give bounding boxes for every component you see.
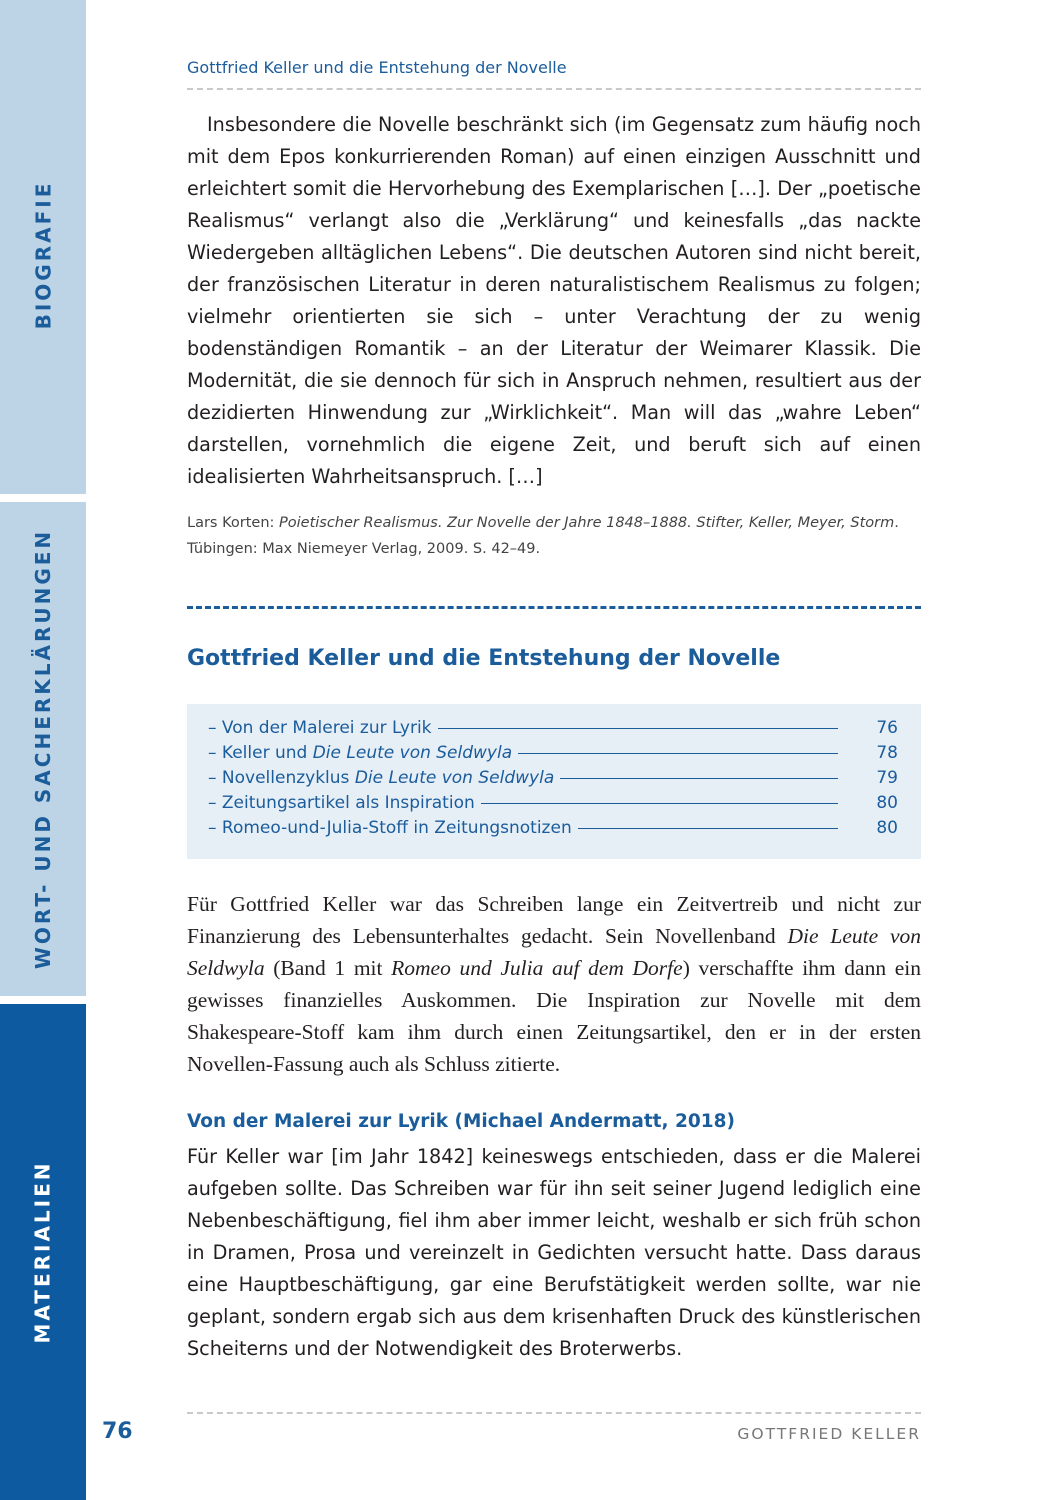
footer-divider [187, 1412, 921, 1414]
side-navigation [0, 0, 86, 1500]
intro-title-1: Die Leute von Seldwyla [187, 924, 921, 980]
page-number: 76 [102, 1419, 133, 1444]
toc-leader [518, 753, 838, 754]
table-of-contents [187, 704, 921, 859]
toc-item-italic: Die Leute von Seldwyla [354, 768, 555, 788]
tab-biografie-label: BIOGRAFIE [31, 180, 55, 330]
toc-item[interactable] [208, 743, 898, 768]
toc-item-label: – Romeo-und-Julia-Stoff in Zeitungsnotizen [208, 818, 572, 838]
toc-item-label: – Zeitungsartikel als Inspiration [208, 793, 475, 813]
subsection-text: Für Keller war [im Jahr 1842] keineswegs entschieden, dass er die Malerei aufgeben sollte. Das Schreiben war für ihn seit seiner Jugend lediglich eine Nebenbeschäftigung, fiel ihm aber immer leicht, weshalb er sich früh schon in Dramen, Prosa und vereinzelt in Gedichten versucht hatte. Dass daraus eine Hauptbeschäftigung, gar eine Berufstätigkeit werden sollte, war nie geplant, sondern ergab sich aus dem krisenhaften Druck des künstlerischen Scheiterns und der Notwendigkeit des Broterwerbs. [187, 1145, 921, 1360]
toc-item[interactable] [208, 793, 898, 818]
source-title: Poietischer Realismus. Zur Novelle der Jahre 1848–1888. Stifter, Keller, Meyer, Storm [279, 515, 895, 531]
tab-materialien[interactable] [0, 1004, 86, 1500]
toc-leader [578, 828, 838, 829]
toc-item-label: – Novellenzyklus [208, 768, 355, 788]
intro-paragraph [187, 888, 921, 1080]
toc-item[interactable] [208, 718, 898, 743]
intro-title-2: Romeo und Julia auf dem Dorfe [391, 956, 683, 980]
toc-item-label: – Keller und [208, 743, 313, 763]
toc-item[interactable] [208, 818, 898, 843]
toc-leader [438, 728, 838, 729]
header-divider [187, 88, 921, 90]
quote-block [187, 109, 921, 493]
tab-materialien-label: MATERIALIEN [31, 1160, 56, 1344]
toc-item-label: – Von der Malerei zur Lyrik [208, 718, 432, 738]
quote-source [187, 510, 921, 562]
toc-page-number: 78 [876, 743, 898, 763]
toc-item-italic: Die Leute von Seldwyla [312, 743, 513, 763]
source-author: Lars Korten: [187, 515, 279, 531]
book-title: GOTTFRIED KELLER [737, 1425, 921, 1443]
toc-page-number: 79 [876, 768, 898, 788]
toc-page-number: 80 [876, 818, 898, 838]
intro-text-2: (Band 1 mit [264, 956, 392, 980]
tab-wort-label: WORT- UND SACHERKLÄRUNGEN [31, 528, 56, 970]
tab-biografie[interactable] [0, 0, 86, 494]
source-publisher: . Tübingen: Max Niemeyer Verlag, 2009. S. 42–49. [187, 515, 899, 557]
toc-leader [481, 803, 838, 804]
tab-wort-und-sacherklaerungen[interactable] [0, 502, 86, 996]
subsection-heading: Von der Malerei zur Lyrik (Michael Andermatt, 2018) [187, 1111, 735, 1132]
section-divider [187, 606, 921, 609]
toc-leader [560, 778, 838, 779]
intro-text-1: Für Gottfried Keller war das Schreiben lange ein Zeitvertreib und nicht zur Finanzierung des Lebensunterhaltes gedacht. Sein Novellenband [187, 892, 921, 948]
section-title: Gottfried Keller und die Entstehung der Novelle [187, 646, 781, 671]
running-head: Gottfried Keller und die Entstehung der Novelle [187, 58, 567, 77]
intro-text-3: ) verschaffte ihm dann ein gewisses finanzielles Auskommen. Die Inspiration zur Novelle mit dem Shakespeare-Stoff kam ihm durch einen Zeitungsartikel, den er in der ersten Novellen-Fassung auch als Schluss zitierte. [187, 956, 921, 1076]
quote-text: Insbesondere die Novelle beschränkt sich (im Gegensatz zum häufig noch mit dem Epos konkurrierenden Roman) auf einen einzigen Ausschnitt und erleichtert somit die Hervorhebung des Exemplarischen […]. Der „poetische Realismus“ verlangt also die „Verklärung“ und keinesfalls „das nackte Wiedergeben alltäglichen Lebens“. Die deutschen Autoren sind nicht bereit, der französischen Literatur in deren naturalistischem Realismus zu folgen; vielmehr orientierten sie sich – unter Verachtung der zu wenig bodenständigen Romantik – an der Literatur der Weimarer Klassik. Die Modernität, die sie dennoch für sich in Anspruch nehmen, resultiert aus der dezidierten Hinwendung zur „Wirklichkeit“. Man will das „wahre Leben“ darstellen, vornehmlich die eigene Zeit, und beruft sich auf einen idealisierten Wahrheitsanspruch. […] [187, 113, 921, 488]
toc-page-number: 76 [876, 718, 898, 738]
toc-page-number: 80 [876, 793, 898, 813]
toc-item[interactable] [208, 768, 898, 793]
